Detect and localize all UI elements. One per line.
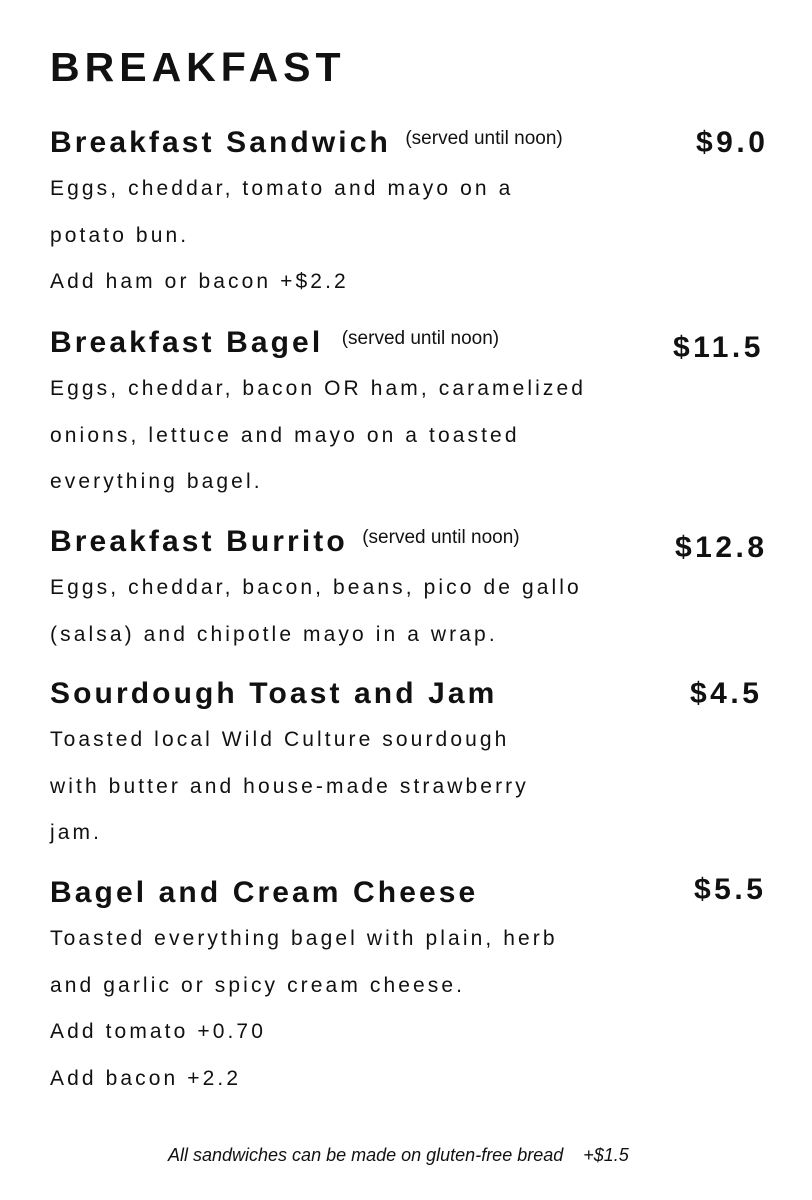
item-description (50, 565, 790, 658)
item-name: Bagel and Cream Cheese (50, 876, 479, 909)
menu-item-sourdough-toast (50, 671, 790, 857)
item-header (50, 320, 790, 366)
description-line: potato bun. (50, 223, 190, 247)
item-name: Breakfast Bagel (50, 326, 324, 359)
menu-title: BREAKFAST (50, 44, 346, 90)
item-name: Breakfast Burrito (50, 525, 348, 558)
description-line: and garlic or spicy cream cheese. (50, 973, 466, 997)
description-line: (salsa) and chipotle mayo in a wrap. (50, 622, 498, 646)
item-price: $12.8 (675, 531, 768, 564)
item-note: (served until noon) (405, 128, 563, 149)
description-line: Add tomato +0.70 (50, 1020, 266, 1043)
description-line: Toasted local Wild Culture sourdough (50, 728, 510, 751)
item-price: $9.0 (696, 126, 769, 159)
item-price: $4.5 (690, 677, 763, 710)
description-line: Eggs, cheddar, bacon, beans, pico de gallo (50, 576, 582, 599)
item-header (50, 870, 790, 916)
menu-item-breakfast-bagel (50, 320, 790, 506)
description-line: everything bagel. (50, 470, 263, 493)
footer-note: All sandwiches can be made on gluten-free bread +$1.5 (168, 1145, 629, 1165)
menu-item-breakfast-burrito (50, 519, 790, 658)
description-line: jam. (50, 821, 103, 844)
item-header (50, 519, 790, 565)
description-line: Toasted everything bagel with plain, herb (50, 927, 558, 950)
item-description (50, 166, 790, 306)
item-description (50, 717, 790, 857)
description-line: Eggs, cheddar, tomato and mayo on a (50, 177, 514, 200)
description-line: Add ham or bacon +$2.2 (50, 270, 349, 293)
item-note: (served until noon) (362, 527, 520, 548)
item-description (50, 916, 790, 1102)
item-description (50, 366, 790, 506)
description-line: Eggs, cheddar, bacon OR ham, caramelized (50, 377, 587, 400)
description-line: Add bacon +2.2 (50, 1066, 242, 1090)
menu-item-breakfast-sandwich (50, 120, 790, 306)
description-line: with butter and house-made strawberry (50, 774, 529, 798)
item-name: Breakfast Sandwich (50, 126, 391, 159)
description-line: onions, lettuce and mayo on a toasted (50, 423, 520, 447)
menu-item-bagel-cream-cheese (50, 870, 790, 1102)
item-price: $5.5 (694, 873, 767, 906)
item-name: Sourdough Toast and Jam (50, 677, 498, 710)
item-price: $11.5 (673, 331, 764, 364)
item-note: (served until noon) (341, 328, 500, 349)
item-header (50, 120, 790, 166)
item-header (50, 671, 790, 717)
